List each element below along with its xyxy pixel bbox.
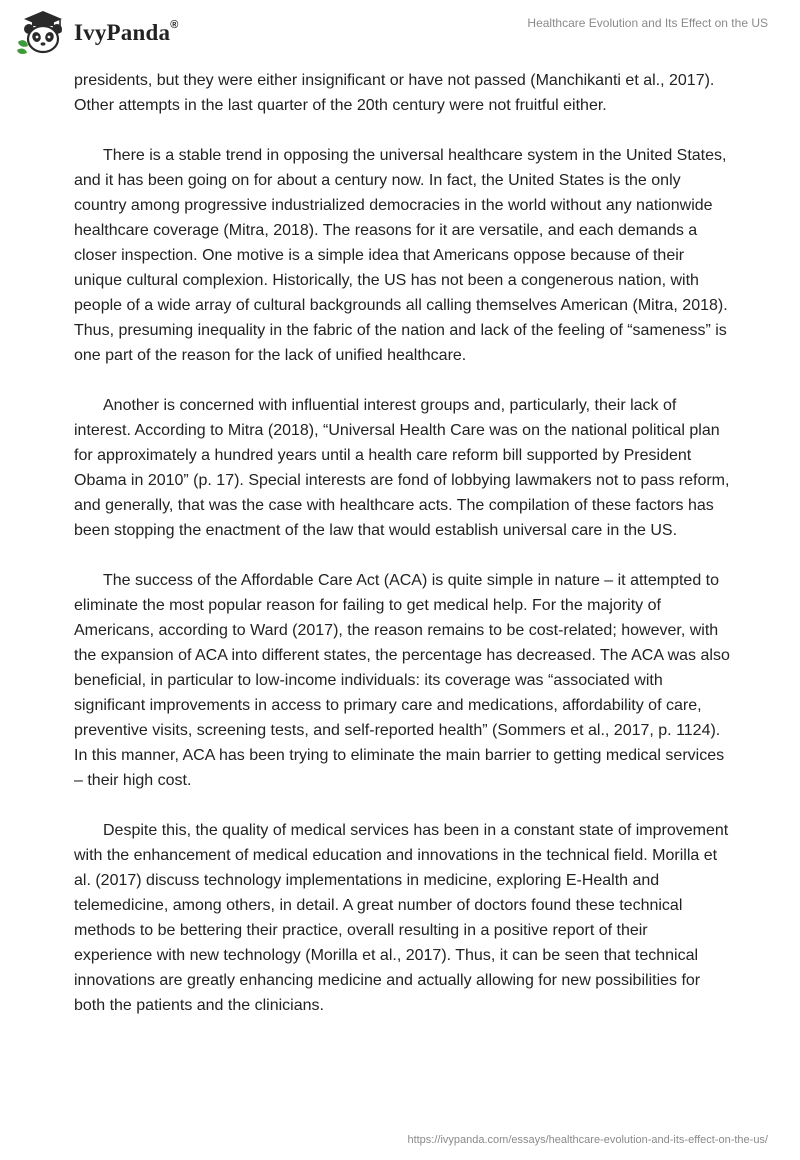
essay-body	[74, 68, 730, 1043]
panda-graduate-icon	[14, 8, 70, 56]
paragraph: The success of the Affordable Care Act (ACA) is quite simple in nature – it attempted to eliminate the most popular reason for failing to get medical help. For the majority of Americans, according to Ward (2017), the reason remains to be cost-related; however, with the expansion of ACA into different states, the percentage has decreased. The ACA was also beneficial, in particular to low-income individuals: its coverage was “associated with significant improvements in access to primary care and medications, affordability of care, preventive visits, screening tests, and self-reported health” (Sommers et al., 2017, p. 1124). In this manner, ACA has been trying to eliminate the main barrier to getting medical services – their high cost.	[74, 572, 730, 789]
source-url[interactable]: https://ivypanda.com/essays/healthcare-evolution-and-its-effect-on-the-us/	[407, 1134, 768, 1146]
paragraph-continued: presidents, but they were either insignificant or have not passed (Manchikanti et al., 2017). Other attempts in the last quarter of the 20th century were not fruitful either.	[74, 72, 715, 114]
paragraph: There is a stable trend in opposing the universal healthcare system in the United States, and it has been going on for about a century now. In fact, the United States is the only country among progressive industrialized democracies in the world without any nationwide healthcare coverage (Mitra, 2018). The reasons for it are versatile, and each demands a closer inspection. One motive is a simple idea that Americans oppose because of their unique cultural complexion. Historically, the US has not been a congenerous nation, with people of a wide array of cultural backgrounds all calling themselves American (Mitra, 2018). Thus, presuming inequality in the fabric of the nation and lack of the feeling of “sameness” is one part of the reason for the lack of unified healthcare.	[74, 147, 728, 364]
paragraph: Another is concerned with influential interest groups and, particularly, their lack of interest. According to Mitra (2018), “Universal Health Care was on the national political plan for approximately a hundred years until a health care reform bill supported by President Obama in 2010” (p. 17). Special interests are fond of lobbying lawmakers not to pass reform, and generally, that was the case with healthcare acts. The compilation of these factors has been stopping the enactment of the law that would establish universal care in the US.	[74, 397, 730, 539]
document-title: Healthcare Evolution and Its Effect on the US	[527, 16, 768, 30]
ivypanda-logo[interactable]	[14, 8, 179, 56]
paragraph: Despite this, the quality of medical services has been in a constant state of improvement with the enhancement of medical education and innovations in the technical field. Morilla et al. (2017) discuss technology implementations in medicine, exploring E-Health and telemedicine, among others, in detail. A great number of doctors found these technical methods to be bettering their practice, overall resulting in a positive report of their experience with new technology (Morilla et al., 2017). Thus, it can be seen that technical innovations are greatly enhancing medicine and actually allowing for new possibilities for both the patients and the clinicians.	[74, 822, 729, 1014]
page-header	[0, 0, 800, 60]
brand-name: IvyPanda®	[74, 19, 179, 45]
